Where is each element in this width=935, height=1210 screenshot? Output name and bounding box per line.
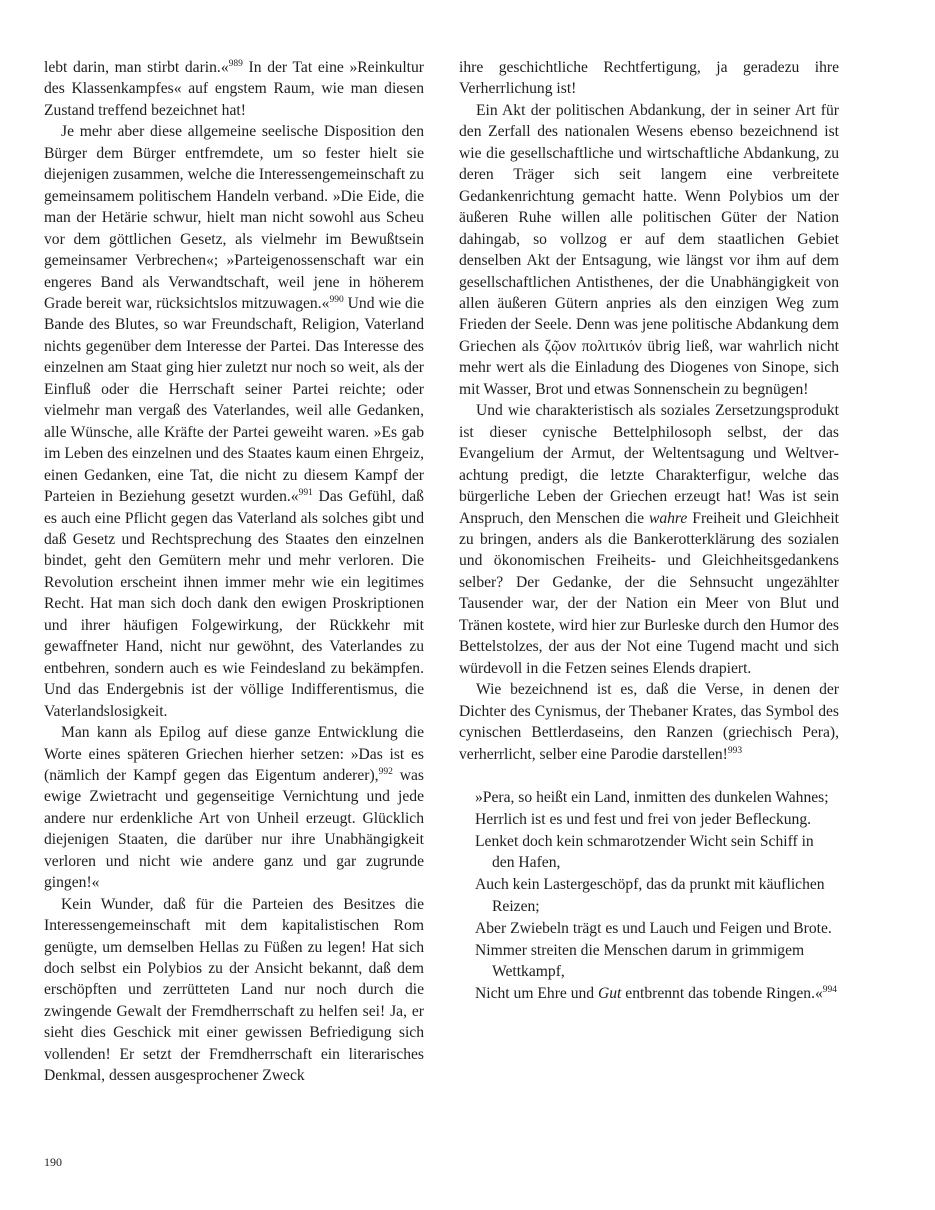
text-run: Freiheit und Gleichheit zu bringen, anders als die Bankerotterklärung des sozialen und ökonomischen Freiheits- und Gleichheitsgedankens selber? Der Gedanke, der die Sehnsucht ungezählter Tausender war, der der Nation ein Meer von Blut und Tränen kostete, wird hier zur Burleske durch den Humor des Bettelstolzes, der aus der Not eine Tugend macht und sich würdevoll in die Fetzen seines Elends drapiert. [459, 509, 839, 677]
paragraph [459, 100, 839, 400]
text-run: Und wie charakteristisch als soziales Zersetzungsprodukt ist dieser cynische Bettelphilosoph selbst, der das Evangelium der Armut, der Weltentsagung und Weltverachtung predigt, die letzte Charakterfigur, welche das bürgerliche Leben der Griechen erzeugt hat! Was ist sein Anspruch, den Menschen die [459, 402, 839, 527]
right-column [459, 57, 839, 1005]
footnote-ref: 991 [298, 488, 313, 499]
footnote-ref: 994 [822, 985, 838, 996]
text-run: entbrennt das tobende Ringen.« [621, 985, 823, 1003]
text-run: Nimmer streiten die Menschen darum in grimmigem Wettkampf, [475, 941, 805, 981]
text-run: »Pera, so heißt ein Land, inmitten des dunkelen Wahnes; [475, 788, 829, 806]
verse-line [475, 918, 839, 939]
poem-block [459, 787, 839, 1005]
paragraph [44, 894, 424, 1087]
footnote-ref: 992 [378, 766, 393, 777]
verse-line [475, 983, 839, 1004]
verse-line [475, 809, 839, 830]
text-run: Wie bezeichnend ist es, daß die Verse, in denen der Dichter des Cynismus, der Thebaner Krates, das Symbol des cynischen Bettlerdaseins, den Ranzen (griechisch Pera), verherrlicht, selber eine Parodie darstellen! [459, 681, 839, 763]
text-run: Ein Akt der politischen Abdankung, der in seiner Art für den Zerfall des nationalen Wesens ebenso bezeichnend ist wie die gesellschaftliche und wirtschaftliche Abdankung, zu deren Träger sich seit langem eine verbreitete Gedankenrichtung gemacht hatte. Wenn Polybios um der äußeren Ruhe willen alle politischen Güter der Nation dahingab, so vollzog er auf dem staatlichen Gebiet denselben Akt der Entsagung, wie längst vor ihm auf dem gesellschaftlichen Antisthenes, der die Unabhängigkeit von allen äußeren Gütern anpries als den einzigen Weg zum Frieden der Seele. Denn was jene politische Abdankung dem Griechen als ζῷον πολιτικόν übrig ließ, war wahrlich nicht mehr wert als die Einladung des Diogenes von Sinope, sich mit Wasser, Brot und etwas Sonnenschein zu begnügen! [459, 101, 839, 398]
text-run: was ewige Zwietracht und gegenseitige Vernichtung und jede andere nur erdenkliche Art von Unheil erzeugt. Glücklich diejenigen Staaten, die darüber nur ihre Unabhängigkeit verloren und nicht wie andere ganz und gar zugrunde gingen!« [44, 766, 425, 892]
emphasis-text: wahre [648, 509, 688, 527]
page-number: 190 [44, 1155, 62, 1169]
right-paragraphs [459, 57, 839, 765]
paragraph [44, 121, 424, 722]
text-run: lebt darin, man stirbt darin.« [44, 59, 229, 76]
emphasis-text: Gut [598, 985, 622, 1003]
left-column [44, 57, 424, 1087]
text-run: Lenket doch kein schmarotzender Wicht sein Schiff in den Hafen, [475, 832, 814, 872]
text-run: Und wie die Bande des Blutes, so war Freundschaft, Religion, Vaterland nichts gegenüber dem Interesse der Partei. Das Interesse des einzelnen am Staat ging hier zuletzt nur noch so weit, als der Einfluß oder die Herrschaft seiner Partei reichte; oder vielmehr man vergaß des Vaterlandes, weil alle Gedanken, alle Wünsche, alle Kräfte der Partei geweiht waren. »Es gab im Leben des einzelnen und des Staates kaum einen Ehrgeiz, einen Gedanken, eine Tat, die nicht zu diesem Kampf der Parteien in Beziehung gesetzt wurden.« [44, 294, 424, 506]
paragraph [44, 722, 424, 894]
text-run: Man kann als Epilog auf diese ganze Entwicklung die Worte eines späteren Griechen hierher setzen: »Das ist es (nämlich der Kampf gegen das Eigentum anderer), [44, 724, 424, 784]
footnote-ref: 989 [228, 59, 243, 69]
text-run: Herrlich ist es und fest und frei von jeder Befleckung. [475, 810, 812, 828]
verse-line [475, 940, 839, 983]
text-run: In der Tat eine »Reinkultur des Klassenkampfes« auf engstem Raum, wie man diesen Zustand treffend bezeichnet hat! [44, 59, 424, 119]
text-run: Je mehr aber diese allgemeine seelische Disposition den Bürger dem Bürger entfremdete, um so fester hielt sie diejenigen zusammen, welche die Interessengemeinschaft zu gemeinsamem politischem Handeln verband. »Die Eide, die man der Hetärie schwur, hielt man nicht sowohl aus Scheu vor dem göttlichen Gesetz, als vielmehr im Bewußtsein gemeinsamer Verbrechen«; »Parteigenossenschaft war ein engeres Band als Verwandtschaft, weil jene in höherem Grade bereit war, rücksichtslos mitzuwagen.« [44, 123, 424, 312]
paragraph [459, 57, 839, 100]
text-run: Auch kein Lastergeschöpf, das da prunkt mit käuflichen Reizen; [475, 876, 825, 915]
text-run: Das Gefühl, daß es auch eine Pflicht gegen das Vaterland als solches gibt und daß Gesetz und Rechtsprechung des Staates den einzelnen bindet, geht den Gemütern mehr und mehr verloren. Die Revolution erscheint ihnen immer mehr wie ein legitimes Recht. Hat man sich doch dank den ewigen Proskriptionen und ihrer häufigen Folgewirkung, der Rückkehr mit gewaffneter Hand, nicht nur gewöhnt, des Vaterlandes zu entbehren, sondern auch es wie Feindesland zu bekämpfen. Und das Endergebnis ist der völlige Indifferentismus, die Vaterlandslosigkeit. [44, 488, 424, 720]
text-run: ihre geschichtliche Rechtfertigung, ja geradezu ihre Verherrlichung ist! [459, 59, 839, 98]
text-run: Kein Wunder, daß für die Parteien des Besitzes die Interessengemeinschaft mit dem kapitalistischen Rom genügte, um demselben Hellas zu Füßen zu legen! Hat sich doch selbst ein Polybios zu der Ansicht bekannt, daß dem erschöpften und zerrütteten Land nur noch durch die zwingende Gewalt der Fremdherrschaft zu helfen sei! Ja, er sieht dies Geschick mit einer gewissen Befriedigung sich vollenden! Er setzt der Fremdherrschaft ein literarisches Denkmal, dessen ausgesprochener Zweck [44, 895, 424, 1085]
verse-line [475, 787, 839, 808]
paragraph [459, 679, 839, 765]
text-run: Aber Zwiebeln trägt es und Lauch und Feigen und Brote. [475, 919, 832, 937]
text-run: Nicht um Ehre und [475, 985, 598, 1003]
footnote-ref: 990 [329, 294, 344, 305]
paragraph [44, 57, 424, 121]
verse-line [475, 874, 839, 917]
verse-line [475, 831, 839, 874]
footnote-ref: 993 [727, 745, 743, 756]
paragraph [459, 400, 839, 679]
